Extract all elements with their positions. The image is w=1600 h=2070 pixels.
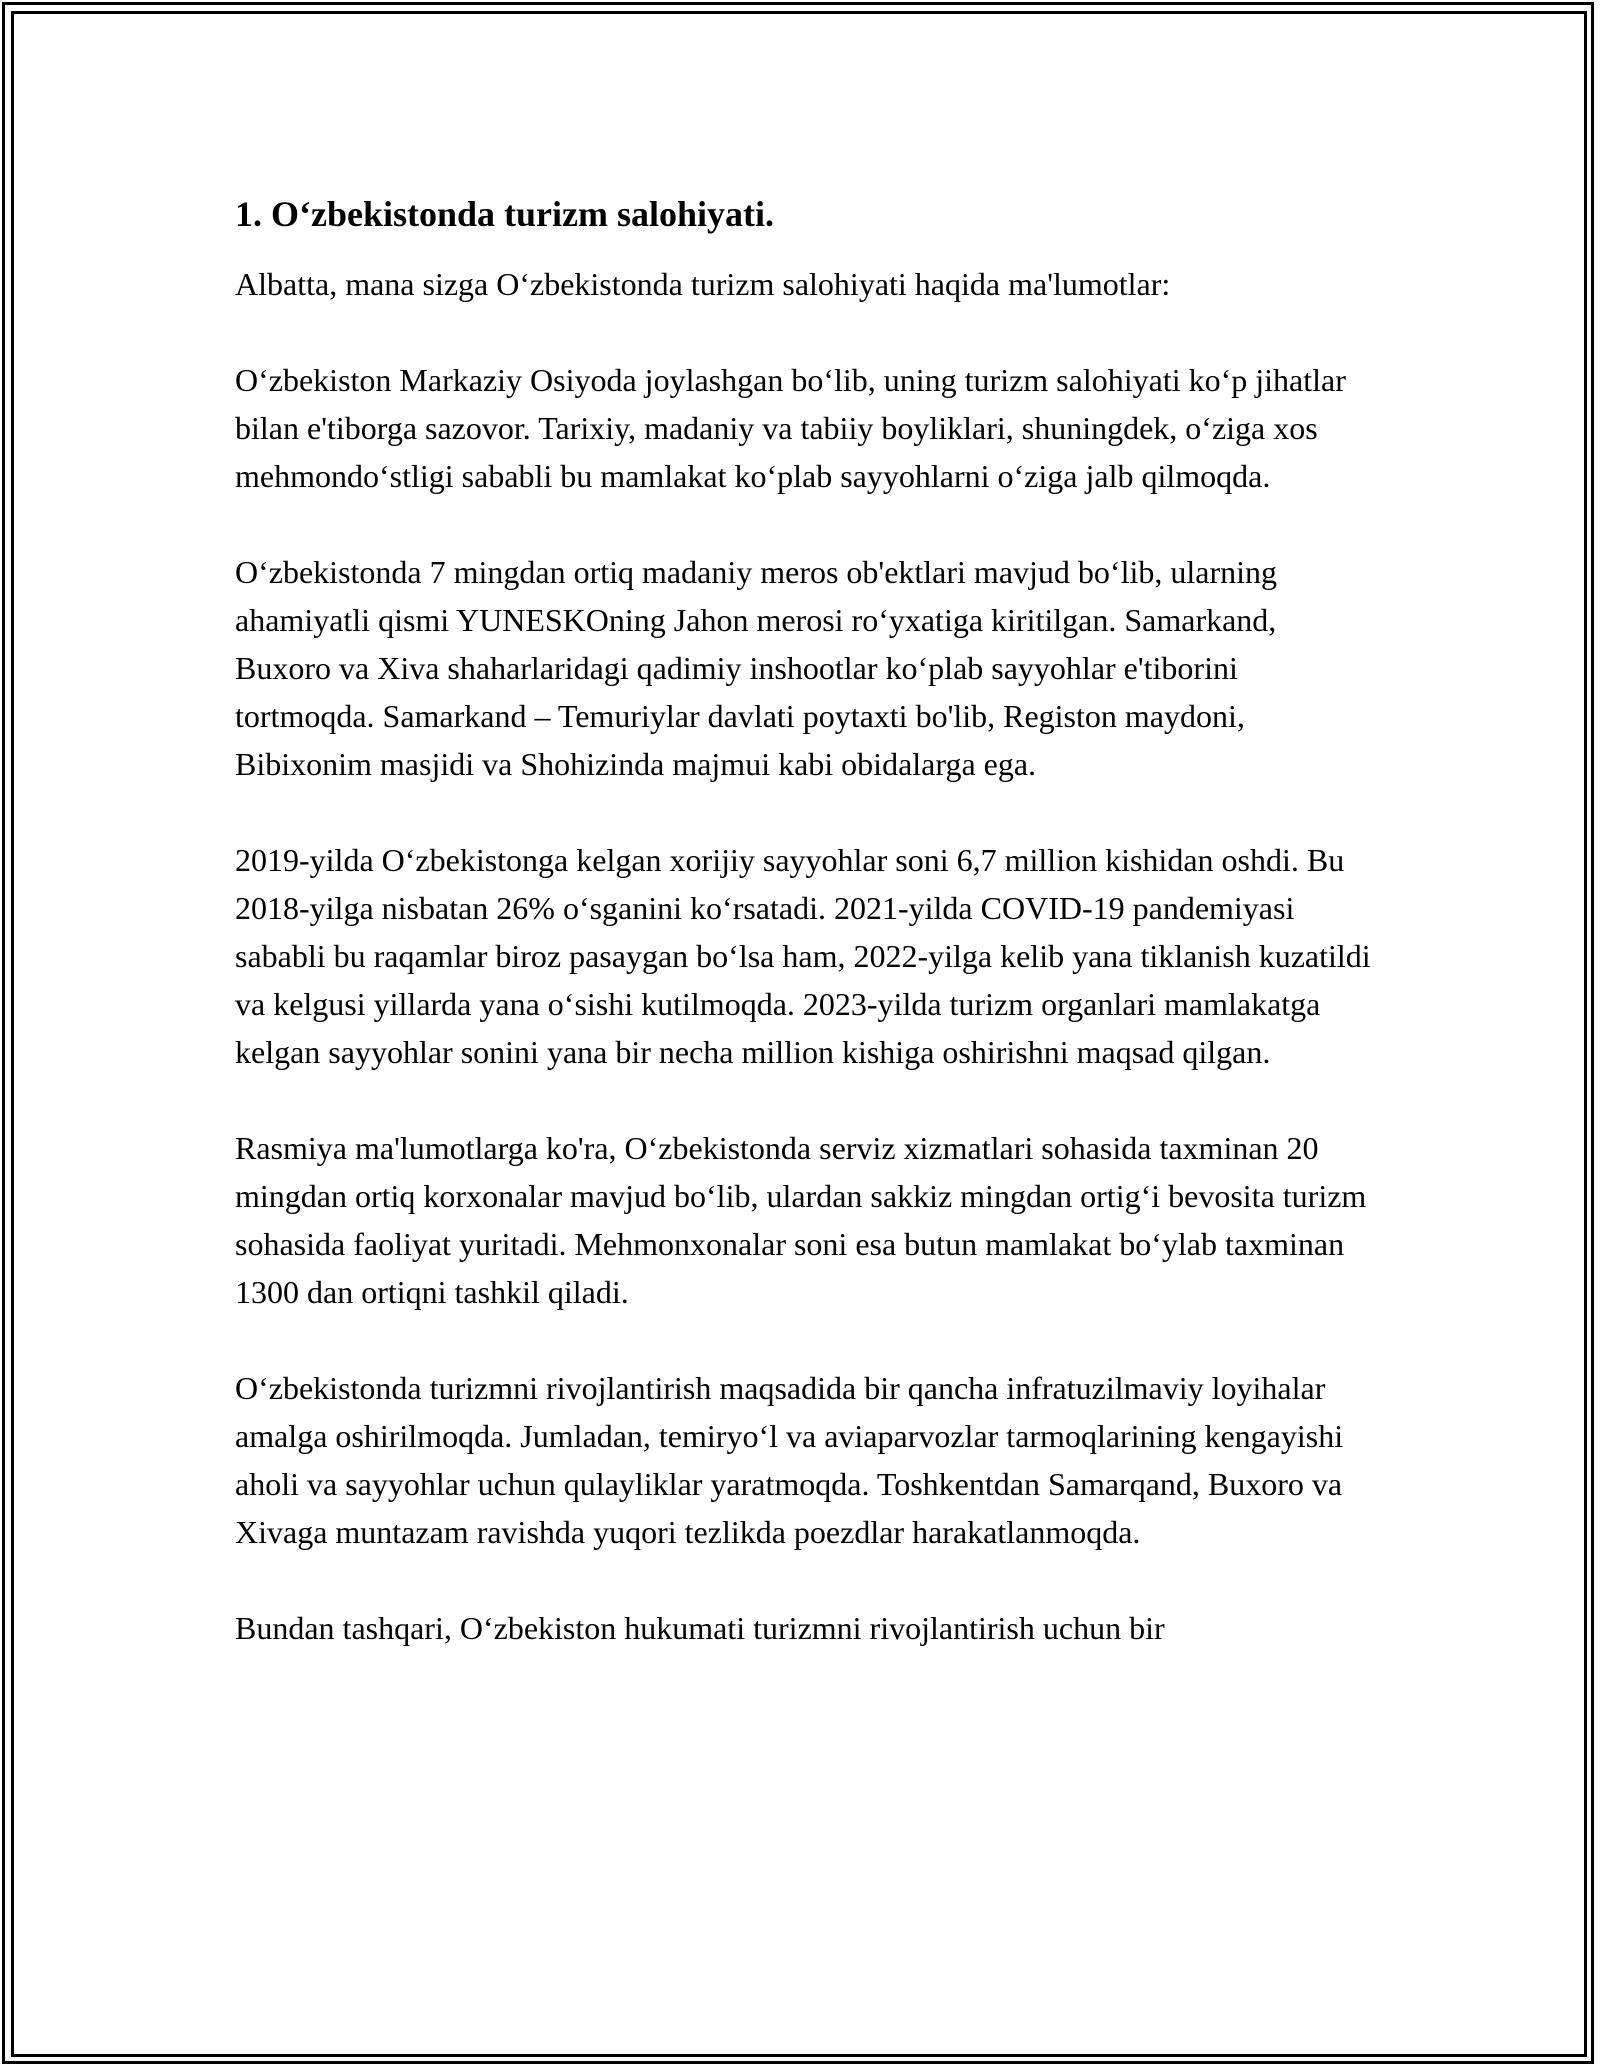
paragraph-overview: O‘zbekiston Markaziy Osiyoda joylashgan bo‘lib, uning turizm salohiyati ko‘p jihatlar bilan e'tiborga sazovor. Tarixiy, madaniy va tabiiy boyliklari, shuningdek, o‘ziga xos mehmondo‘stligi sababli bu mamlakat ko‘plab sayyohlarni o‘ziga jalb qilmoqda. bbox=[235, 362, 1346, 494]
paragraph-heritage: O‘zbekistonda 7 mingdan ortiq madaniy meros ob'ektlari mavjud bo‘lib, ularning ahamiyatli qismi YUNESKOning Jahon merosi ro‘yxatiga kiritilgan. Samarkand, Buxoro va Xiva shaharlaridagi qadimiy inshootlar ko‘plab sayyohlar e'tiborini tortmoqda. Samarkand – Temuriylar davlati poytaxti bo'lib, Registon maydoni, Bibixonim masjidi va Shohizinda majmui kabi obidalarga ega. bbox=[235, 554, 1277, 782]
paragraph-infrastructure: O‘zbekistonda turizmni rivojlantirish maqsadida bir qancha infratuzilmaviy loyihalar amalga oshirilmoqda. Jumladan, temiryo‘l va aviaparvozlar tarmoqlarining kengayishi aholi va sayyohlar uchun qulayliklar yaratmoqda. Toshkentdan Samarqand, Buxoro va Xivaga muntazam ravishda yuqori tezlikda poezdlar harakatlanmoqda. bbox=[235, 1370, 1344, 1550]
document-body bbox=[235, 190, 1375, 1700]
paragraph-government: Bundan tashqari, O‘zbekiston hukumati turizmni rivojlantirish uchun bir bbox=[235, 1610, 1165, 1646]
intro-paragraph: Albatta, mana sizga O‘zbekistonda turizm salohiyati haqida ma'lumotlar: bbox=[235, 266, 1171, 302]
paragraph-statistics: 2019-yilda O‘zbekistonga kelgan xorijiy sayyohlar soni 6,7 million kishidan oshdi. Bu 2018-yilga nisbatan 26% o‘sganini ko‘rsatadi. 2021-yilda COVID-19 pandemiyasi sababli bu raqamlar biroz pasaygan bo‘lsa ham, 2022-yilga kelib yana tiklanish kuzatildi va kelgusi yillarda yana o‘sishi kutilmoqda. 2023-yilda turizm organlari mamlakatga kelgan sayyohlar sonini yana bir necha million kishiga oshirishni maqsad qilgan. bbox=[235, 842, 1371, 1070]
paragraph-services: Rasmiya ma'lumotlarga ko'ra, O‘zbekistonda serviz xizmatlari sohasida taxminan 20 mingdan ortiq korxonalar mavjud bo‘lib, ulardan sakkiz mingdan ortig‘i bevosita turizm sohasida faoliyat yuritadi. Mehmonxonalar soni esa butun mamlakat bo‘ylab taxminan 1300 dan ortiqni tashkil qiladi. bbox=[235, 1130, 1367, 1310]
document-heading: 1. O‘zbekistonda turizm salohiyati. bbox=[235, 194, 775, 234]
